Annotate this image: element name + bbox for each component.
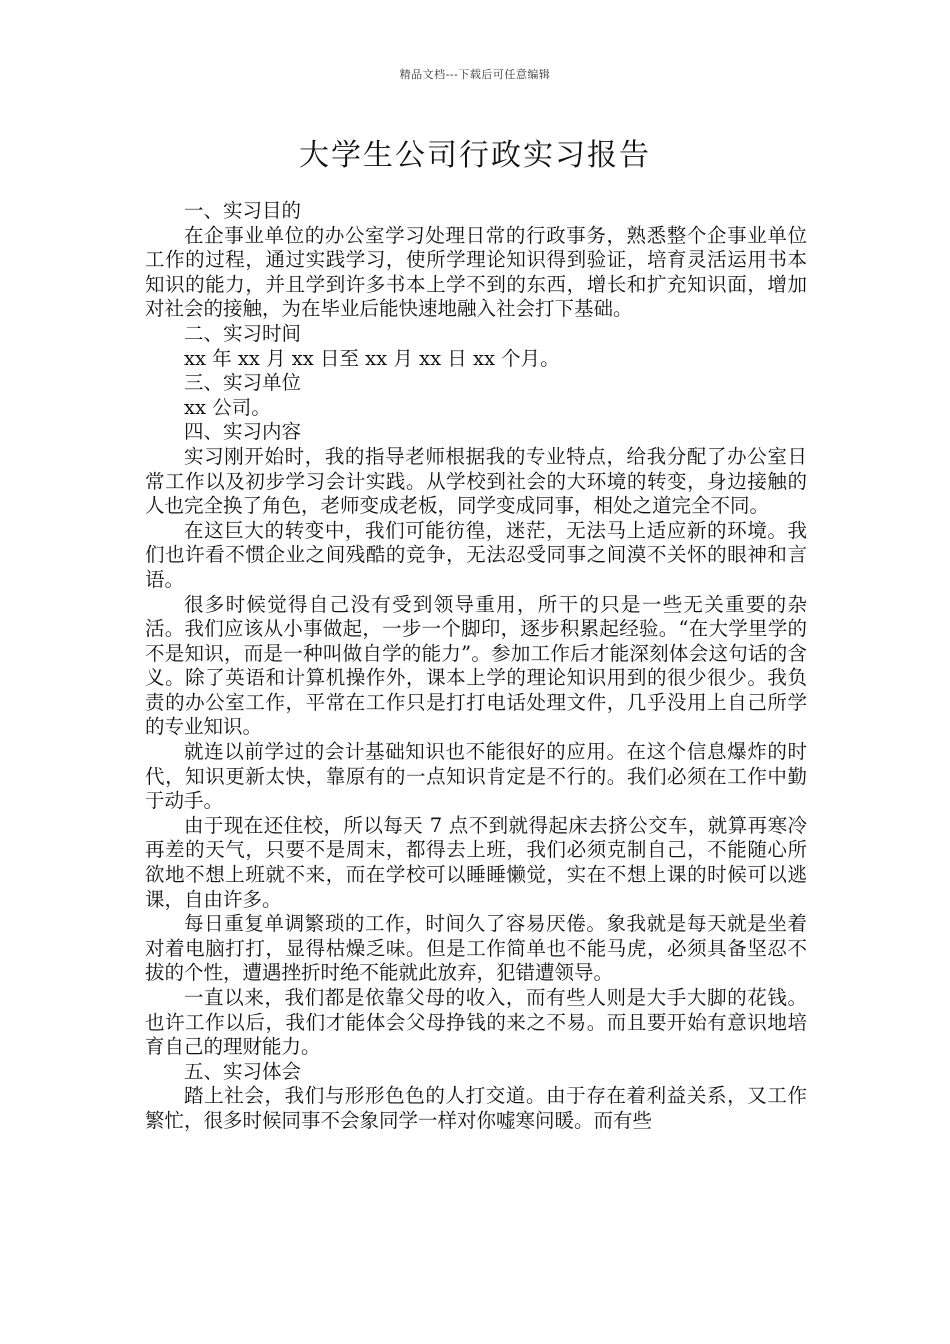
paragraph: xx 公司。 [184,395,271,419]
section-heading-experience: 五、实习体会 [184,1059,302,1083]
section-heading-purpose: 一、实习目的 [184,199,302,222]
section-heading-content: 四、实习内容 [184,420,302,444]
paragraph: 很多时候觉得自己没有受到领导重用，所干的只是一些无关重要的杂活。我们应该从小事做起，一步一个脚印，逐步积累起经验。“在大学里学的不是知识，而是一种叫做自学的能力”。参加工作后才能深刻体会这句话的含义。除了英语和计算机操作外，课本上学的理论知识用到的很少很少。我负责的办公室工作，平常在工作只是打打电话处理文件，几乎没用上自己所学的专业知识。 [145,592,807,739]
section-heading-unit: 三、实习单位 [184,371,302,395]
paragraph: 一直以来，我们都是依靠父母的收入，而有些人则是大手大脚的花钱。也许工作以后，我们才能体会父母挣钱的来之不易。而且要开始有意识地培育自己的理财能力。 [145,986,807,1059]
paragraph: 每日重复单调繁琐的工作，时间久了容易厌倦。象我就是每天就是坐着对着电脑打打，显得枯燥乏味。但是工作简单也不能马虎，必须具备坚忍不拔的个性，遭遇挫折时绝不能就此放弃，犯错遭领导。 [145,912,807,985]
paragraph: 在企事业单位的办公室学习处理日常的行政事务，熟悉整个企事业单位工作的过程，通过实践学习，使所学理论知识得到验证，培育灵活运用书本知识的能力，并且学到许多书本上学不到的东西，增长和扩充知识面，增加对社会的接触，为在毕业后能快速地融入社会打下基础。 [145,223,807,321]
paragraph: xx 年 xx 月 xx 日至 xx 月 xx 日 xx 个月。 [184,346,560,370]
paragraph: 踏上社会，我们与形形色色的人打交道。由于存在着利益关系，又工作繁忙，很多时候同事不会象同学一样对你嘘寒问暖。而有些 [145,1084,807,1132]
paragraph: 在这巨大的转变中，我们可能彷徨，迷茫，无法马上适应新的环境。我们也许看不惯企业之间残酷的竞争，无法忍受同事之间漠不关怀的眼神和言语。 [145,518,807,591]
paragraph: 由于现在还住校，所以每天 7 点不到就得起床去挤公交车，就算再寒冷再差的天气，只要不是周末，都得去上班，我们必须克制自己，不能随心所欲地不想上班就不来，而在学校可以睡睡懒觉，实在不想上课的时候可以逃课，自由许多。 [145,813,807,911]
document-body [145,199,807,1134]
section-heading-time: 二、实习时间 [184,321,302,345]
paragraph: 就连以前学过的会计基础知识也不能很好的应用。在这个信息爆炸的时代，知识更新太快，靠原有的一点知识肯定是不行的。我们必须在工作中勤于动手。 [145,740,807,813]
header-note: 精品文档---下载后可任意编辑 [399,68,551,81]
paragraph: 实习刚开始时，我的指导老师根据我的专业特点，给我分配了办公室日常工作以及初步学习会计实践。从学校到社会的大环境的转变，身边接触的人也完全换了角色，老师变成老板，同学变成同事，相处之道完全不同。 [145,444,807,518]
document-title: 大学生公司行政实习报告 [299,138,651,173]
